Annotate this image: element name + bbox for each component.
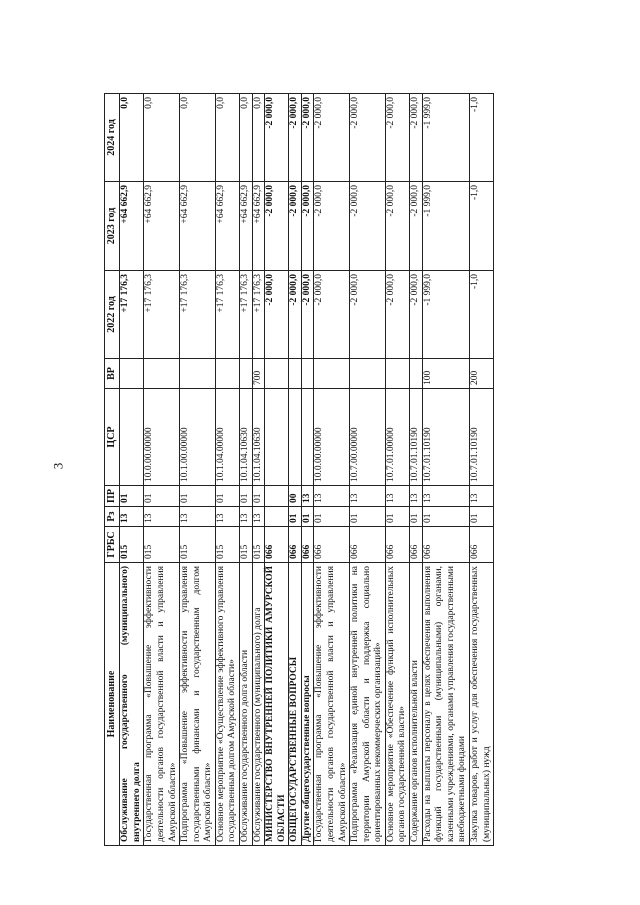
cell-2023: +64 662,9: [180, 182, 216, 271]
cell-grbs: 015: [239, 527, 252, 563]
cell-pr: 01: [239, 486, 252, 507]
header-vr: ВР: [105, 359, 120, 389]
cell-csr: 10.7.00.00000: [350, 389, 386, 486]
cell-2024: -1 999,0: [422, 94, 469, 182]
header-csr: ЦСР: [105, 389, 120, 486]
table-row: [239, 94, 252, 846]
cell-name: Основное мероприятие «Обеспечение функций исполнительных органов государственной власти»: [385, 563, 409, 846]
cell-pr: 13: [314, 486, 350, 507]
cell-2024: -2 000,0: [289, 94, 302, 182]
cell-vr: [410, 359, 423, 389]
cell-csr: 10.1.00.00000: [180, 389, 216, 486]
table-row: [314, 94, 350, 846]
header-2022: 2022 год: [105, 271, 120, 359]
cell-2022: -2 000,0: [385, 271, 409, 359]
cell-2024: 0,0: [215, 94, 239, 182]
table-row: [120, 94, 144, 846]
cell-name: ОБЩЕГОСУДАРСТВЕННЫЕ ВОПРОСЫ: [289, 563, 302, 846]
cell-2024: -2 000,0: [385, 94, 409, 182]
cell-rz: 01: [289, 507, 302, 527]
cell-grbs: 066: [265, 527, 289, 563]
cell-grbs: 015: [144, 527, 180, 563]
cell-2023: -2 000,0: [289, 182, 302, 271]
cell-rz: 01: [422, 507, 469, 527]
cell-pr: 13: [301, 486, 314, 507]
cell-name: Подпрограмма «Реализация единой внутренней политики на территории Амурской области и поддержка социально ориентированных некоммерческих организаций»: [350, 563, 386, 846]
cell-2022: -2 000,0: [301, 271, 314, 359]
cell-2024: -2 000,0: [350, 94, 386, 182]
cell-2022: -1 999,0: [422, 271, 469, 359]
cell-name: Закупка товаров, работ и услуг для обеспечения государственных (муниципальных) нужд: [469, 563, 493, 846]
cell-2023: -1,0: [469, 182, 493, 271]
cell-grbs: 015: [120, 527, 144, 563]
cell-pr: 13: [350, 486, 386, 507]
cell-grbs: 066: [301, 527, 314, 563]
cell-2022: -1,0: [469, 271, 493, 359]
cell-vr: [385, 359, 409, 389]
cell-csr: 10.7.01.00000: [385, 389, 409, 486]
cell-csr: [289, 389, 302, 486]
cell-grbs: 015: [252, 527, 265, 563]
cell-grbs: 015: [215, 527, 239, 563]
cell-name: Основное мероприятие «Осуществление эффективного управления государственным долгом Амурской области»: [215, 563, 239, 846]
cell-2022: +17 176,3: [252, 271, 265, 359]
cell-name: Обслуживание государственного (муниципального) внутреннего долга: [120, 563, 144, 846]
cell-vr: [289, 359, 302, 389]
header-2023: 2023 год: [105, 182, 120, 271]
cell-pr: 01: [252, 486, 265, 507]
table-row: [180, 94, 216, 846]
cell-2022: -2 000,0: [289, 271, 302, 359]
table-row: [422, 94, 469, 846]
header-grbs: ГРБС: [105, 527, 120, 563]
header-rz: Рз: [105, 507, 120, 527]
cell-vr: [120, 359, 144, 389]
cell-rz: 13: [120, 507, 144, 527]
cell-2024: -2 000,0: [301, 94, 314, 182]
cell-2024: 0,0: [180, 94, 216, 182]
cell-vr: [239, 359, 252, 389]
table-row: [350, 94, 386, 846]
cell-grbs: 066: [469, 527, 493, 563]
cell-2023: +64 662,9: [120, 182, 144, 271]
cell-2024: 0,0: [120, 94, 144, 182]
cell-rz: 01: [410, 507, 423, 527]
cell-2023: +64 662,9: [215, 182, 239, 271]
cell-grbs: 015: [180, 527, 216, 563]
cell-csr: 10.1.04.10630: [252, 389, 265, 486]
cell-rz: 01: [314, 507, 350, 527]
cell-vr: [144, 359, 180, 389]
cell-pr: 00: [289, 486, 302, 507]
cell-rz: 01: [385, 507, 409, 527]
cell-name: Государственная программа «Повышение эффективности деятельности органов государственной власти и управления Амурской области»: [314, 563, 350, 846]
cell-vr: 700: [252, 359, 265, 389]
cell-rz: 13: [215, 507, 239, 527]
cell-name: Расходы на выплаты персоналу в целях обеспечения выполнения функций государственными (муниципальными) органами, казенными учреждениями, органами управления государственными внебюджетными фондами: [422, 563, 469, 846]
cell-grbs: 066: [410, 527, 423, 563]
cell-csr: 10.1.04.00000: [215, 389, 239, 486]
cell-rz: 13: [239, 507, 252, 527]
table-row: [385, 94, 409, 846]
table-row: [144, 94, 180, 846]
cell-vr: 100: [422, 359, 469, 389]
cell-pr: 13: [410, 486, 423, 507]
cell-csr: 10.1.04.10630: [239, 389, 252, 486]
cell-grbs: 066: [350, 527, 386, 563]
cell-name: Государственная программа «Повышение эффективности деятельности органов государственной власти и управления Амурской области»: [144, 563, 180, 846]
cell-csr: [265, 389, 289, 486]
cell-2024: -2 000,0: [265, 94, 289, 182]
page-number: 3: [50, 462, 66, 470]
table-row: [252, 94, 265, 846]
cell-2023: +64 662,9: [252, 182, 265, 271]
cell-2022: +17 176,3: [144, 271, 180, 359]
cell-rz: 13: [144, 507, 180, 527]
cell-2022: -2 000,0: [410, 271, 423, 359]
cell-vr: [265, 359, 289, 389]
cell-pr: 01: [215, 486, 239, 507]
table-row: [469, 94, 493, 846]
header-pr: ПР: [105, 486, 120, 507]
table-row: [301, 94, 314, 846]
header-name: Наименование: [105, 563, 120, 846]
table-row: [215, 94, 239, 846]
cell-2022: +17 176,3: [120, 271, 144, 359]
cell-pr: 13: [422, 486, 469, 507]
cell-grbs: 066: [422, 527, 469, 563]
cell-vr: [301, 359, 314, 389]
cell-2023: -2 000,0: [265, 182, 289, 271]
cell-name: Обслуживание государственного долга области: [239, 563, 252, 846]
cell-name: Содержание органов исполнительной власти: [410, 563, 423, 846]
cell-2022: +17 176,3: [239, 271, 252, 359]
cell-2022: -2 000,0: [265, 271, 289, 359]
cell-2023: +64 662,9: [144, 182, 180, 271]
cell-vr: [350, 359, 386, 389]
cell-2024: -1,0: [469, 94, 493, 182]
budget-table: [104, 93, 494, 846]
cell-pr: 13: [469, 486, 493, 507]
cell-vr: [314, 359, 350, 389]
cell-rz: 01: [301, 507, 314, 527]
cell-csr: 10.0.00.00000: [144, 389, 180, 486]
cell-2024: 0,0: [252, 94, 265, 182]
cell-grbs: 066: [289, 527, 302, 563]
cell-2023: -2 000,0: [314, 182, 350, 271]
cell-2022: -2 000,0: [350, 271, 386, 359]
cell-name: Обслуживание государственного (муниципального) долга: [252, 563, 265, 846]
cell-vr: [215, 359, 239, 389]
cell-2024: 0,0: [144, 94, 180, 182]
cell-2024: -2 000,0: [410, 94, 423, 182]
cell-csr: 10.7.01.10190: [410, 389, 423, 486]
cell-2023: -1 999,0: [422, 182, 469, 271]
cell-pr: 13: [385, 486, 409, 507]
cell-rz: 01: [350, 507, 386, 527]
cell-name: Подпрограмма «Повышение эффективности управления государственными финансами и государственным долгом Амурской области»: [180, 563, 216, 846]
cell-pr: [265, 486, 289, 507]
table-row: [289, 94, 302, 846]
cell-2023: -2 000,0: [301, 182, 314, 271]
cell-pr: 01: [144, 486, 180, 507]
cell-csr: 10.7.01.10190: [422, 389, 469, 486]
cell-2024: -2 000,0: [314, 94, 350, 182]
cell-csr: 10.0.00.00000: [314, 389, 350, 486]
header-2024: 2024 год: [105, 94, 120, 182]
cell-pr: 01: [120, 486, 144, 507]
cell-rz: [265, 507, 289, 527]
cell-2024: 0,0: [239, 94, 252, 182]
cell-2023: +64 662,9: [239, 182, 252, 271]
cell-2023: -2 000,0: [350, 182, 386, 271]
cell-pr: 01: [180, 486, 216, 507]
cell-grbs: 066: [385, 527, 409, 563]
cell-2022: +17 176,3: [180, 271, 216, 359]
cell-vr: [180, 359, 216, 389]
cell-vr: 200: [469, 359, 493, 389]
rotated-table-container: [104, 94, 550, 846]
cell-2023: -2 000,0: [410, 182, 423, 271]
table-row: [265, 94, 289, 846]
cell-2022: +17 176,3: [215, 271, 239, 359]
cell-rz: 01: [469, 507, 493, 527]
cell-name: Другие общегосударственные вопросы: [301, 563, 314, 846]
cell-csr: [120, 389, 144, 486]
cell-rz: 13: [252, 507, 265, 527]
cell-2022: -2 000,0: [314, 271, 350, 359]
cell-grbs: 066: [314, 527, 350, 563]
cell-name: МИНИСТЕРСТВО ВНУТРЕННЕЙ ПОЛИТИКИ АМУРСКОЙ ОБЛАСТИ: [265, 563, 289, 846]
cell-rz: 13: [180, 507, 216, 527]
cell-csr: 10.7.01.10190: [469, 389, 493, 486]
cell-csr: [301, 389, 314, 486]
cell-2023: -2 000,0: [385, 182, 409, 271]
table-row: [410, 94, 423, 846]
table-header-row: [105, 94, 120, 846]
